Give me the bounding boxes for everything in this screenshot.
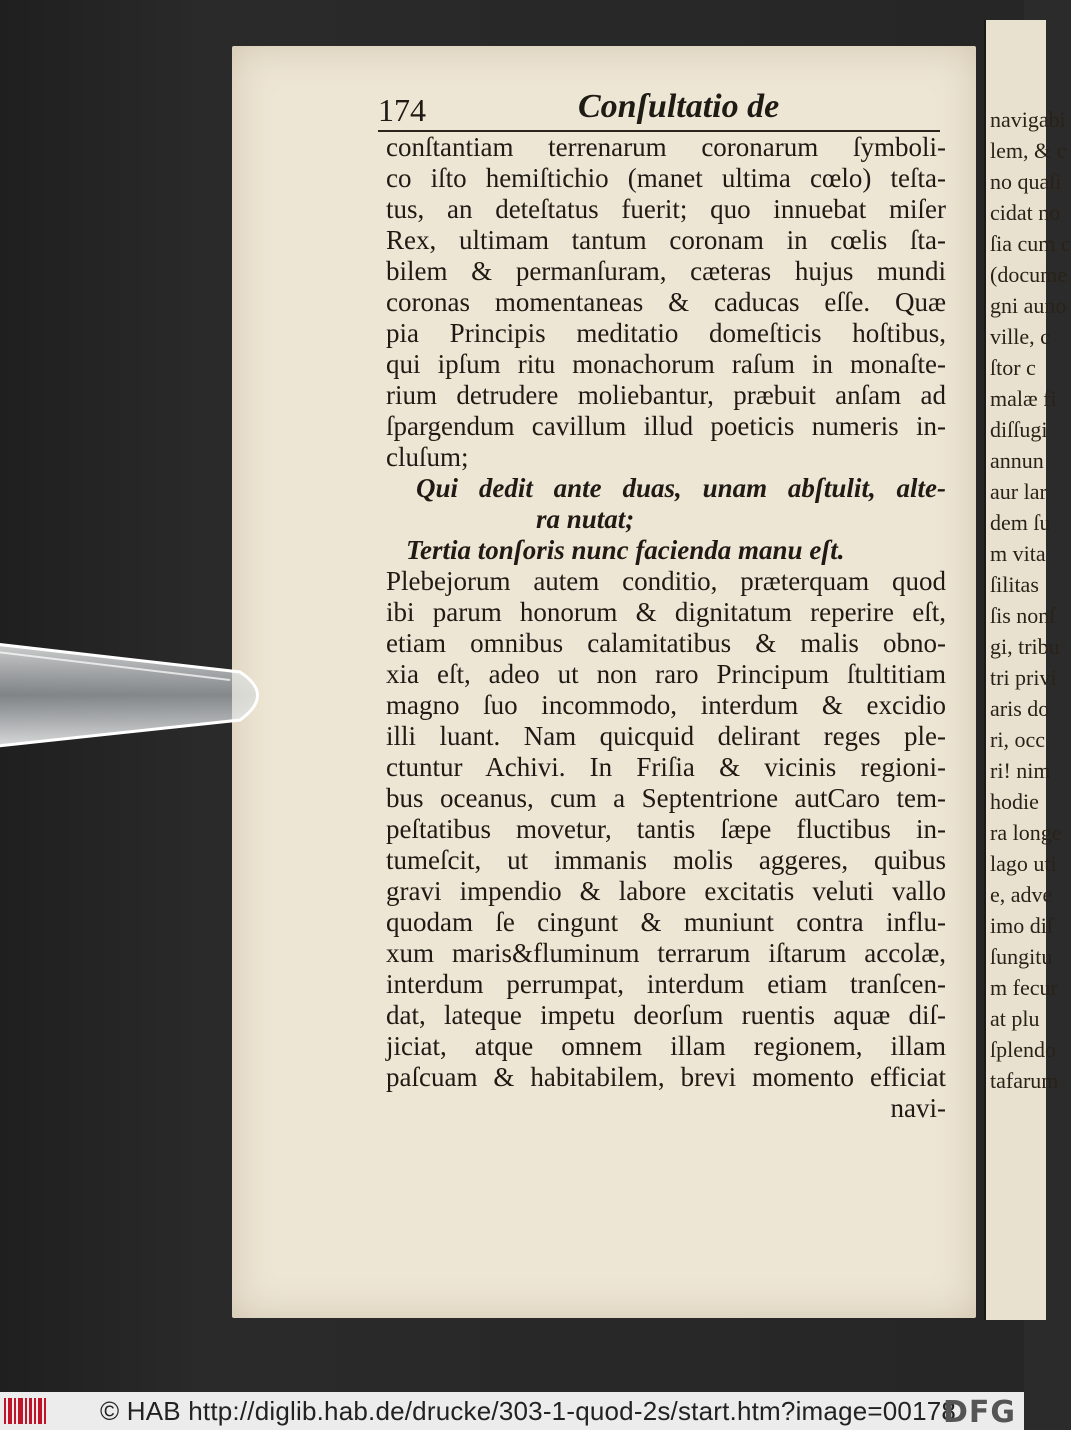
text-line: etiam omnibus calamitatibus & malis obno-	[386, 628, 946, 658]
adjacent-page-fragment: gi, tribu	[990, 634, 1060, 659]
text-line: pia Principis meditatio domeſticis hoſtibus,	[386, 318, 946, 348]
adjacent-page-fragment: ra longe	[990, 820, 1062, 845]
text-line: dat, lateque impetu deorſum ruentis aquæ diſ-	[386, 1000, 946, 1030]
footer-bar	[0, 1392, 1024, 1430]
text-line: ſpargendum cavillum illud poeticis numeris in-	[386, 411, 946, 441]
adjacent-page-fragment: ſilitas	[990, 572, 1039, 597]
running-head: Conſultatio de	[578, 88, 780, 125]
text-line: ctuntur Achivi. In Friſia & vicinis regioni-	[386, 752, 946, 782]
text-line: cluſum;	[386, 442, 469, 472]
dfg-logo: DFG	[942, 1395, 1016, 1430]
adjacent-page-fragment: ſia cum c	[990, 231, 1071, 256]
adjacent-page-fragment: navigabi	[990, 107, 1066, 132]
text-line: bilem & permanſuram, cæteras hujus mundi	[386, 256, 946, 286]
text-line: interdum perrumpat, interdum etiam tranſcen-	[386, 969, 946, 999]
adjacent-page-fragment: (docume	[990, 262, 1067, 287]
adjacent-page-fragment: no quaſi	[990, 169, 1062, 194]
adjacent-page-fragment: tafarum	[990, 1068, 1059, 1093]
adjacent-page-fragment: ſtor c	[990, 355, 1036, 380]
adjacent-page-fragment: ville, c	[990, 324, 1050, 349]
text-line: coronas momentaneas & caducas eſſe. Quæ	[386, 287, 946, 317]
text-line: jiciat, atque omnem illam regionem, illam	[386, 1031, 946, 1061]
adjacent-page-fragment: malæ fi	[990, 386, 1057, 411]
text-line: qui ipſum ritu monachorum raſum in monaſte-	[386, 349, 946, 379]
catchword: navi-	[890, 1093, 946, 1123]
adjacent-page-fragment: lem, & c	[990, 138, 1067, 163]
adjacent-page-fragment: lago uti	[990, 851, 1057, 876]
adjacent-page-fragment: m fecur	[990, 975, 1058, 1000]
adjacent-page-fragment: tri privi	[990, 665, 1057, 690]
text-line: ibi parum honorum & dignitatum reperire eſt,	[386, 597, 946, 627]
adjacent-page-fragment: aris do	[990, 696, 1050, 721]
text-line: tus, an deteſtatus fuerit; quo innuebat miſer	[386, 194, 946, 224]
verse-line: Qui dedit ante duas, unam abſtulit, alte-	[416, 473, 946, 503]
adjacent-page-fragment: ri, occ	[990, 727, 1045, 752]
page-number: 174	[378, 92, 426, 128]
adjacent-page-fragment: imo diſ	[990, 913, 1053, 938]
copyright-url[interactable]: © HAB http://diglib.hab.de/drucke/303-1-quod-2s/start.htm?image=00178	[100, 1395, 957, 1426]
text-line: rium detrudere moliebantur, præbuit anſam ad	[386, 380, 946, 410]
adjacent-page-fragment: ſungitu	[990, 944, 1053, 969]
adjacent-page-fragment: gni auno	[990, 293, 1067, 318]
adjacent-page-fragment: ſis nonſ	[990, 603, 1056, 628]
text-line: xia eſt, adeo ut non raro Principum ſtultitiam	[386, 659, 946, 689]
text-line: co iſto hemiſtichio (manet ultima cœlo) teſta-	[386, 163, 946, 193]
adjacent-page-fragment: m vita	[990, 541, 1046, 566]
page-header	[378, 84, 938, 132]
adjacent-page-fragment: ri! nim	[990, 758, 1051, 783]
adjacent-page-fragment: hodie	[990, 789, 1039, 814]
adjacent-page-fragment: cidat no	[990, 200, 1061, 225]
adjacent-page-fragment: diſſugi	[990, 417, 1048, 442]
text-line: quodam ſe cingunt & muniunt contra influ-	[386, 907, 946, 937]
text-line: conſtantiam terrenarum coronarum ſymboli-	[386, 132, 946, 162]
verse-line: ra nutat;	[536, 504, 635, 534]
text-line: peſtatibus movetur, tantis ſæpe fluctibus in-	[386, 814, 946, 844]
text-line: magno ſuo incommodo, interdum & excidio	[386, 690, 946, 720]
text-line: xum maris&fluminum terrarum iſtarum accolæ,	[386, 938, 946, 968]
book-page	[232, 46, 976, 1318]
adjacent-page-fragment: dem ſu	[990, 510, 1051, 535]
text-line: illi luant. Nam quicquid delirant reges ple-	[386, 721, 946, 751]
text-line: bus oceanus, cum a Septentrione autCaro tem-	[386, 783, 946, 813]
adjacent-page-fragment: at plu	[990, 1006, 1040, 1031]
adjacent-page-fragment: e, adve	[990, 882, 1053, 907]
text-line: Plebejorum autem conditio, præterquam quod	[386, 566, 946, 596]
text-line: tumeſcit, ut immanis molis aggeres, quibus	[386, 845, 946, 875]
page-holder-pointer	[0, 640, 280, 750]
hab-logo-icon	[4, 1398, 48, 1424]
adjacent-page-text	[986, 104, 1071, 1096]
adjacent-page-fragment: annun	[990, 448, 1044, 473]
adjacent-page-fragment: ſplendo	[990, 1037, 1056, 1062]
adjacent-page-edge	[984, 20, 1071, 1320]
body-text	[386, 132, 946, 1124]
text-line: gravi impendio & labore excitatis veluti vallo	[386, 876, 946, 906]
adjacent-page-fragment: aur lar	[990, 479, 1047, 504]
text-line: Rex, ultimam tantum coronam in cœlis ſta-	[386, 225, 946, 255]
verse-line: Tertia tonſoris nunc facienda manu eſt.	[406, 535, 845, 565]
text-line: paſcuam & habitabilem, brevi momento efficiat	[386, 1062, 946, 1092]
